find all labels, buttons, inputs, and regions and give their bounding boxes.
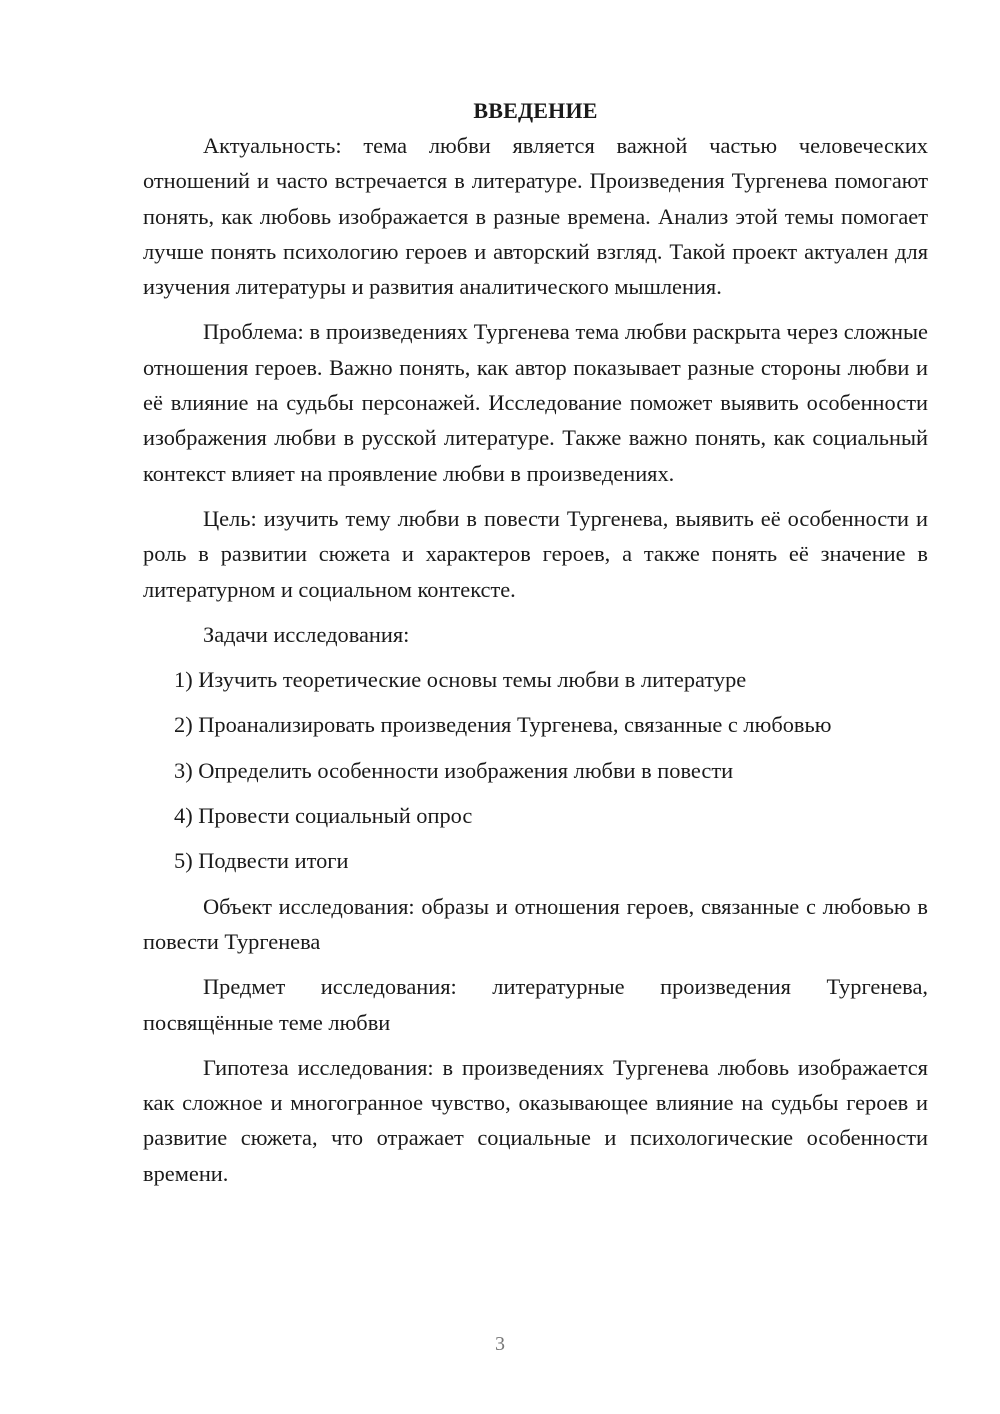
task-item-2: 2) Проанализировать произведения Тургенева, связанные с любовью xyxy=(174,712,832,738)
page-content xyxy=(143,93,928,1191)
page-number: 3 xyxy=(495,1333,505,1355)
task-item-4: 4) Провести социальный опрос xyxy=(174,803,473,829)
section-title: ВВЕДЕНИЕ xyxy=(473,98,598,123)
paragraph-goal: Цель: изучить тему любви в повести Тургенева, выявить её особенности и роль в развитии сюжета и характеров героев, а также понять её значение в литературном и социальном контексте. xyxy=(143,505,928,602)
paragraph-relevance: Актуальность: тема любви является важной частью человеческих отношений и часто встречается в литературе. Произведения Тургенева помогают понять, как любовь изображается в разные времена. Анализ этой темы помогает лучше понять психологию героев и авторский взгляд. Такой проект актуален для изучения литературы и развития аналитического мышления. xyxy=(143,133,928,300)
task-item-5: 5) Подвести итоги xyxy=(174,848,349,874)
task-item-1: 1) Изучить теоретические основы темы любви в литературе xyxy=(174,667,747,693)
tasks-heading: Задачи исследования: xyxy=(203,621,410,647)
paragraph-object: Объект исследования: образы и отношения героев, связанные с любовью в повести Тургенева xyxy=(143,893,928,954)
task-item-3: 3) Определить особенности изображения любви в повести xyxy=(174,757,734,783)
paragraph-subject: Предмет исследования: литературные произведения Тургенева, посвящённые теме любви xyxy=(143,974,928,1035)
paragraph-problem: Проблема: в произведениях Тургенева тема любви раскрыта через сложные отношения героев. Важно понять, как автор показывает разные стороны любви и её влияние на судьбы персонажей. Исследование поможет выявить особенности изображения любви в русской литературе. Также важно понять, как социальный контекст влияет на проявление любви в произведениях. xyxy=(143,319,928,486)
paragraph-hypothesis: Гипотеза исследования: в произведениях Тургенева любовь изображается как сложное и многогранное чувство, оказывающее влияние на судьбы героев и развитие сюжета, что отражает социальные и психологические особенности времени. xyxy=(143,1054,928,1186)
